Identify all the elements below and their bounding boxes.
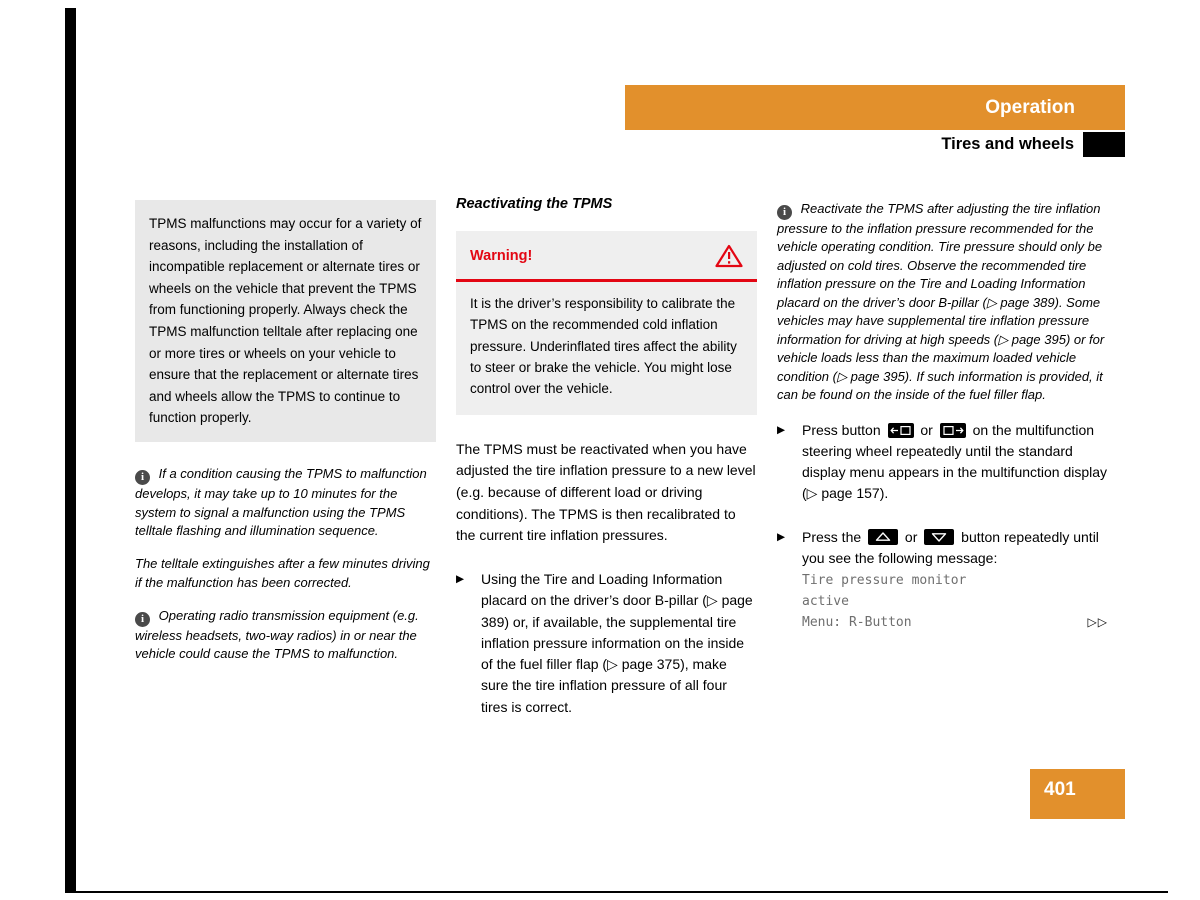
display-line-3: Menu: R-Button bbox=[802, 615, 912, 631]
bullet2-conjunction: or bbox=[904, 528, 918, 545]
bullet-arrow-icon: ▶ bbox=[777, 423, 786, 436]
bullet-press-arrow-buttons-text bbox=[802, 527, 1108, 570]
page-number-box bbox=[1030, 769, 1125, 819]
info-icon: i bbox=[135, 470, 150, 485]
left-margin-bar bbox=[65, 8, 76, 891]
subsection-row bbox=[941, 132, 1125, 157]
warning-triangle-icon bbox=[715, 244, 743, 268]
warning-title: Warning! bbox=[470, 248, 533, 264]
section-banner bbox=[625, 85, 1125, 130]
info-icon: i bbox=[135, 612, 150, 627]
display-menu-line bbox=[802, 612, 1108, 633]
display-line-2: active bbox=[802, 594, 849, 610]
bullet-check-tire-pressure bbox=[456, 569, 757, 718]
tpms-malfunction-box bbox=[135, 200, 436, 442]
telltale-extinguish-paragraph: The telltale extinguishes after a few minutes driving if the malfunction has been corrected. bbox=[135, 556, 430, 590]
tpms-malfunction-text: TPMS malfunctions may occur for a variety of reasons, including the installation of incompatible replacement or alternate tires or wheels on the vehicle that prevent the TPMS from functioning properly. Always check the TPMS malfunction telltale after replacing one or more tires or wheels on your vehicle to ensure that the replacement or alternate tires and wheels allow the TPMS to continue to function properly. bbox=[149, 216, 422, 426]
bottom-rule bbox=[65, 891, 1168, 893]
bullet-check-tire-pressure-text: Using the Tire and Loading Information placard on the driver’s door B-pillar (▷ page 389) or, if available, the supplemental tire inflation pressure information on the inside of the fuel filler flap (▷ page 375), make sure the tire inflation pressure of all four tires is correct. bbox=[481, 571, 753, 715]
continuation-arrows-icon: ▷▷ bbox=[1087, 615, 1108, 630]
note-malfunction-delay-text: If a condition causing the TPMS to malfunction develops, it may take up to 10 minutes for the system to signal a malfunction using the TPMS telltale flashing and illumination sequence. bbox=[135, 465, 427, 539]
display-line-1: Tire pressure monitor bbox=[802, 573, 967, 589]
scroll-down-button-icon bbox=[924, 529, 954, 545]
display-page-left-button-icon bbox=[888, 423, 914, 438]
middle-column bbox=[456, 196, 757, 718]
subsection-marker bbox=[1083, 132, 1125, 157]
note-reactivate-tpms-text: Reactivate the TPMS after adjusting the tire inflation pressure to the inflation pressure recommended for the vehicle operating condition. Tire pressure should only be adjusted on cold tires. Observe the recommended tire inflation pressure on the Tire and Loading Information placard on the driver’s door B-pillar (▷ page 389). Some vehicles may have supplemental tire inflation pressure information for driving at high speeds (▷ page 395) or for vehicle loads less than the maximum loaded vehicle condition (▷ page 395). If such information is provided, it can be found on the inside of the fuel filler flap. bbox=[777, 201, 1105, 403]
bullet-arrow-icon: ▶ bbox=[777, 530, 786, 543]
note-radio-equipment bbox=[135, 607, 436, 664]
left-column bbox=[135, 200, 436, 678]
bullet-arrow-icon: ▶ bbox=[456, 573, 465, 586]
info-icon: i bbox=[777, 205, 792, 220]
right-column bbox=[777, 200, 1108, 633]
bullet-press-page-buttons bbox=[777, 420, 1108, 505]
tpms-reactivation-paragraph: The TPMS must be reactivated when you have adjusted the tire inflation pressure to a new level (e.g. because of different load or driving conditions). The TPMS is then recalibrated to the current tire inflation pressures. bbox=[456, 440, 756, 544]
note-reactivate-tpms bbox=[777, 200, 1108, 405]
warning-box bbox=[456, 231, 757, 415]
warning-header bbox=[456, 231, 757, 279]
bullet1-post-text: on the multifunction steering wheel repeatedly until the standard display menu appears in the multifunction display (▷ page 157). bbox=[802, 421, 1108, 502]
page-number: 401 bbox=[1044, 779, 1076, 800]
bullet2-post-text: button repeatedly until you see the following message: bbox=[802, 528, 1099, 566]
display-page-right-button-icon bbox=[940, 423, 966, 438]
note-radio-equipment-text: Operating radio transmission equipment (e.g. wireless headsets, two-way radios) in or near the vehicle could cause the TPMS to malfunction. bbox=[135, 607, 419, 662]
bullet2-pre-text: Press the bbox=[802, 528, 862, 545]
bullet1-pre-text: Press button bbox=[802, 421, 881, 438]
bullet-press-page-buttons-text bbox=[802, 420, 1108, 505]
bullet-press-arrow-buttons-body bbox=[802, 527, 1108, 634]
section-title: Operation bbox=[985, 96, 1075, 118]
multifunction-display-message bbox=[802, 570, 1108, 633]
subsection-title: Tires and wheels bbox=[941, 135, 1074, 153]
warning-body-text: It is the driver’s responsibility to calibrate the TPMS on the recommended cold inflation pressure. Underinflated tires affect the ability to steer or brake the vehicle. You might lose control over the vehicle. bbox=[470, 296, 737, 397]
note-malfunction-delay bbox=[135, 465, 436, 541]
bullet1-conjunction: or bbox=[920, 421, 933, 438]
reactivating-tpms-heading: Reactivating the TPMS bbox=[456, 196, 613, 212]
bullet-press-arrow-buttons bbox=[777, 527, 1108, 634]
scroll-up-button-icon bbox=[868, 529, 898, 545]
